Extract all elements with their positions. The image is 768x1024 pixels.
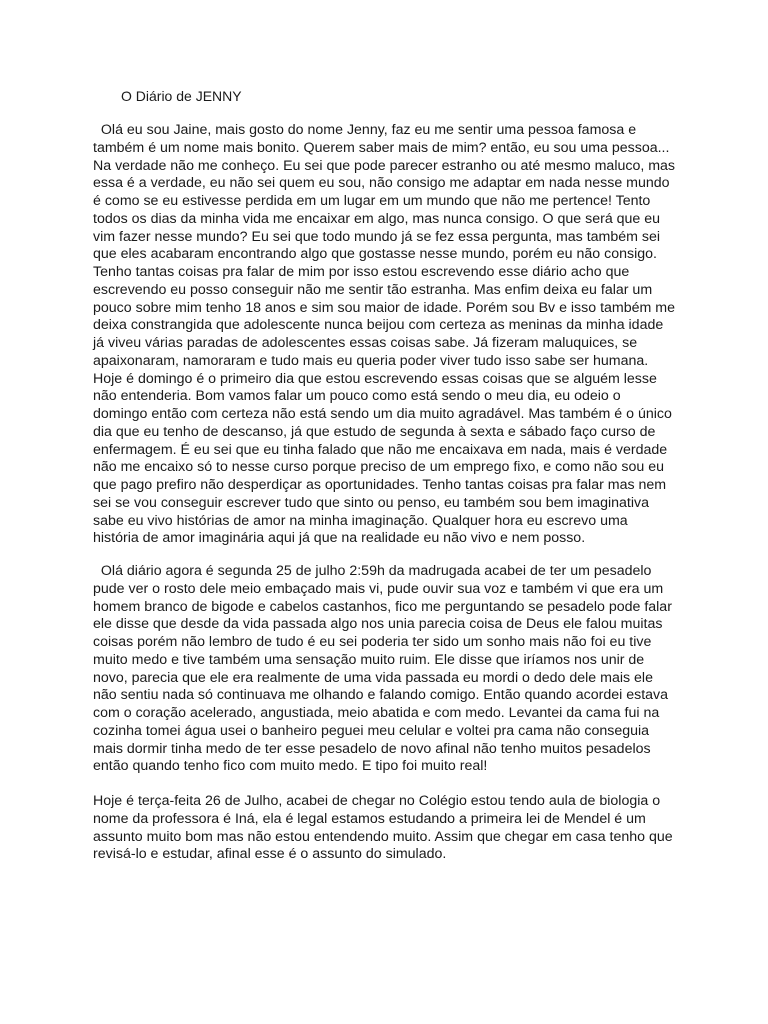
text-line: enfermagem. É eu sei que eu tinha falado que não me encaixava em nada, mais é verdade	[93, 441, 668, 458]
text-line: deixa constrangida que adolescente nunca beijou com certeza as meninas da minha idade	[93, 317, 664, 334]
text-line: todos os dias da minha vida me encaixar em algo, mas nunca consigo. O que será que eu	[93, 210, 661, 227]
text-line: essa é a verdade, eu não sei quem eu sou, não consigo me adaptar em nada nesse mundo	[93, 175, 670, 192]
text-line: que pago prefiro não desperdiçar as oportunidades. Tenho tantas coisas pra falar mas nem	[93, 477, 667, 493]
text-line: cozinha tomei água usei o banheiro peguei meu celular e voltei pra cama não conseguia	[93, 722, 650, 739]
text-line: sabe eu vivo histórias de amor na minha imaginação. Qualquer hora eu escrevo uma	[93, 512, 628, 529]
text-line: novo, parecia que ele era realmente de uma vida passada eu mordi o dedo dele mais ele	[93, 669, 653, 686]
text-line: revisá-lo e estudar, afinal esse é o assunto do simulado.	[93, 846, 447, 863]
text-line: sei se vou conseguir escrever tudo que sinto ou penso, eu também sou bem imaginativa	[93, 494, 649, 511]
text-line: já viveu várias paradas de adolescentes essas coisas sabe. Já fizeram maluquices, se	[93, 335, 638, 351]
text-line: apaixonaram, namoraram e tudo mais eu queria poder viver tudo isso sabe ser humana.	[93, 352, 649, 369]
text-line: vim fazer nesse mundo? Eu sei que todo mundo já se fez essa pergunta, mas também sei	[93, 228, 661, 245]
text-line: coisas porém não lembro de tudo é eu sei poderia ter sido um sonho mais não foi eu tive	[93, 634, 652, 650]
text-line: não sentiu nada só continuava me olhando e falando comigo. Então quando acordei estava	[93, 687, 669, 704]
paragraph-1	[93, 122, 683, 548]
text-line: também é um nome mais bonito. Querem saber mais de mim? então, eu sou uma pessoa...	[93, 139, 670, 156]
text-line: não me encaixo só to nesse curso porque preciso de um emprego fixo, e como não sou eu	[93, 459, 664, 476]
document-title: O Diário de JENNY	[121, 88, 242, 104]
text-line: pude ver o rosto dele meio embaçado mais vi, pude ouvir sua voz e também vi que era um	[93, 580, 664, 597]
text-line: muito medo e tive também uma sensação muito ruim. Ele disse que iríamos nos unir de	[93, 651, 645, 668]
text-line: Tenho tantas coisas pra falar de mim por isso estou escrevendo esse diário acho que	[93, 264, 630, 280]
paragraph-3	[93, 793, 683, 864]
text-line: história de amor imaginária aqui já que na realidade eu não vivo e nem posso.	[93, 530, 586, 547]
text-line: homem branco de bigode e cabelos castanhos, fico me perguntando se pesadelo pode falar	[93, 598, 672, 615]
text-line: Olá eu sou Jaine, mais gosto do nome Jenny, faz eu me sentir uma pessoa famosa e	[93, 122, 637, 138]
text-line: assunto muito bom mas não estou entendendo muito. Assim que chegar em casa tenho que	[93, 828, 673, 845]
paragraph-2	[93, 563, 683, 776]
text-line: pouco sobre mim tenho 18 anos e sim sou maior de idade. Porém sou Bv e isso também me	[93, 299, 675, 316]
text-line: Olá diário agora é segunda 25 de julho 2:59h da madrugada acabei de ter um pesadelo	[93, 563, 652, 579]
text-line: nome da professora é Iná, ela é legal estamos estudando a primeira lei de Mendel é um	[93, 810, 646, 827]
text-line: não entenderia. Bom vamos falar um pouco como está sendo o meu dia, eu odeio o	[93, 388, 621, 405]
text-line: domingo então com certeza não está sendo um dia muito agradável. Mas também é o único	[93, 406, 672, 422]
text-line: dia que eu tenho de descanso, já que estudo de segunda à sexta e sábado faço curso de	[93, 423, 656, 440]
text-line: ele disse que desde da vida passada algo nos unia parecia coisa de Deus ele falou muitas	[93, 616, 663, 633]
text-line: Hoje é domingo é o primeiro dia que estou escrevendo essas coisas que se alguém lesse	[93, 370, 657, 387]
text-line: com o coração acelerado, angustiada, meio abatida e com medo. Levantei da cama fui na	[93, 705, 660, 721]
text-line: mais dormir tinha medo de ter esse pesadelo de novo afinal não tenho muitos pesadelos	[93, 740, 651, 757]
text-line: Hoje é terça-feita 26 de Julho, acabei de chegar no Colégio estou tendo aula de biologia o	[93, 793, 661, 809]
text-line: Na verdade não me conheço. Eu sei que pode parecer estranho ou até mesmo maluco, mas	[93, 157, 676, 174]
text-line: escrevendo eu posso conseguir não me sentir tão estranha. Mas enfim deixa eu falar um	[93, 281, 653, 298]
text-line: então quando tenho fico com muito medo. E tipo foi muito real!	[93, 758, 488, 775]
text-line: que eles acabaram encontrando algo que gostasse nesse mundo, porém eu não consigo.	[93, 246, 657, 263]
text-line: é como se eu estivesse perdida em um lugar em um mundo que não me pertence! Tento	[93, 193, 651, 209]
